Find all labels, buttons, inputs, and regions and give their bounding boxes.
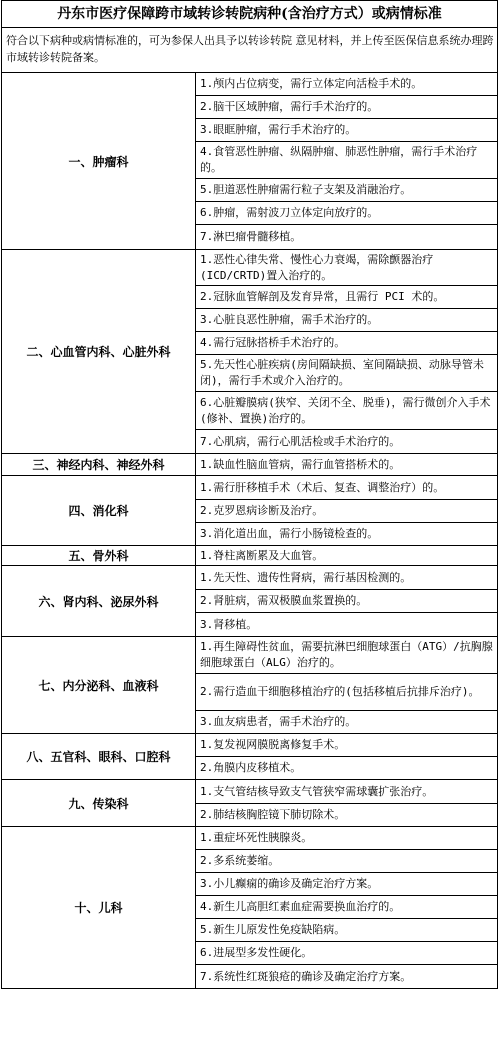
criteria-item: 2.角膜内皮移植术。 (196, 757, 498, 780)
criteria-item: 7.心肌病，需行心肌活检或手术治疗的。 (196, 430, 498, 454)
criteria-item: 1.需行肝移植手术（术后、复查、调整治疗）的。 (196, 476, 498, 500)
table-row (2, 250, 498, 286)
document-sheet (1, 0, 498, 989)
criteria-item: 4.新生儿高胆红素血症需要换血治疗的。 (196, 896, 498, 919)
criteria-item: 4.需行冠脉搭桥手术治疗的。 (196, 332, 498, 355)
criteria-item: 4.食管恶性肿瘤、纵隔肿瘤、肺恶性肿瘤，需行手术治疗的。 (196, 142, 498, 179)
criteria-item: 2.肾脏病，需双极膜血浆置换的。 (196, 590, 498, 613)
category-cell: 三、神经内科、神经外科 (2, 454, 196, 476)
category-cell: 一、肿瘤科 (2, 73, 196, 250)
criteria-item: 6.肿瘤，需射波刀立体定向放疗的。 (196, 202, 498, 225)
criteria-item: 1.颅内占位病变，需行立体定向活检手术的。 (196, 73, 498, 96)
category-cell: 十、儿科 (2, 827, 196, 989)
table-row (2, 780, 498, 804)
table-row (2, 734, 498, 757)
criteria-item: 2.肺结核胸腔镜下肺切除术。 (196, 804, 498, 827)
table-row (2, 73, 498, 96)
criteria-item: 2.克罗恩病诊断及治疗。 (196, 500, 498, 523)
criteria-item: 3.眼眶肿瘤，需行手术治疗的。 (196, 119, 498, 142)
criteria-item: 2.冠脉血管解剖及发育异常，且需行 PCI 术的。 (196, 286, 498, 309)
disease-table (1, 72, 498, 989)
criteria-item: 6.进展型多发性硬化。 (196, 942, 498, 965)
category-cell: 二、心血管内科、心脏外科 (2, 250, 196, 454)
criteria-item: 6.心脏瓣膜病(狭窄、关闭不全、脱垂)，需行微创介入手术 (修补、置换)治疗的。 (196, 392, 498, 430)
criteria-item: 1.复发视网膜脱离修复手术。 (196, 734, 498, 757)
criteria-item: 3.消化道出血，需行小肠镜检查的。 (196, 523, 498, 546)
criteria-item: 1.重症坏死性胰腺炎。 (196, 827, 498, 850)
table-row (2, 566, 498, 590)
criteria-item: 3.小儿癫痫的确诊及确定治疗方案。 (196, 873, 498, 896)
category-cell: 六、肾内科、泌尿外科 (2, 566, 196, 637)
criteria-item: 7.系统性红斑狼疮的确诊及确定治疗方案。 (196, 965, 498, 989)
intro-text: 符合以下病种或病情标准的，可为参保人出具予以转诊转院 意见材料，并上传至医保信息系统办理跨市域转诊转院备案。 (1, 27, 498, 72)
criteria-item: 3.血友病患者，需手术治疗的。 (196, 711, 498, 734)
table-row (2, 454, 498, 476)
criteria-item: 1.脊柱离断累及大血管。 (196, 546, 498, 566)
criteria-item: 2.需行造血干细胞移植治疗的(包括移植后抗排斥治疗)。 (196, 674, 498, 711)
criteria-item: 1.先天性、遗传性肾病，需行基因检测的。 (196, 566, 498, 590)
criteria-item: 7.淋巴瘤骨髓移植。 (196, 225, 498, 250)
criteria-item: 5.先天性心脏疾病(房间隔缺损、室间隔缺损、动脉导管未闭)，需行手术或介入治疗的。 (196, 355, 498, 392)
table-row (2, 827, 498, 850)
category-cell: 四、消化科 (2, 476, 196, 546)
category-cell: 五、骨外科 (2, 546, 196, 566)
criteria-item: 2.多系统萎缩。 (196, 850, 498, 873)
criteria-item: 1.恶性心律失常、慢性心力衰竭，需除颤器治疗(ICD/CRTD)置入治疗的。 (196, 250, 498, 286)
criteria-item: 3.肾移植。 (196, 613, 498, 637)
category-cell: 九、传染科 (2, 780, 196, 827)
criteria-item: 1.再生障碍性贫血，需要抗淋巴细胞球蛋白（ATG）/抗胸腺 细胞球蛋白（ALG）治疗的。 (196, 637, 498, 674)
criteria-item: 3.心脏良恶性肿瘤，需手术治疗的。 (196, 309, 498, 332)
criteria-item: 1.支气管结核导致支气管狭窄需球囊扩张治疗。 (196, 780, 498, 804)
criteria-item: 2.脑干区域肿瘤，需行手术治疗的。 (196, 96, 498, 119)
criteria-item: 5.胆道恶性肿瘤需行粒子支架及消融治疗。 (196, 179, 498, 202)
disease-table-body (2, 73, 498, 989)
category-cell: 七、内分泌科、血液科 (2, 637, 196, 734)
category-cell: 八、五官科、眼科、口腔科 (2, 734, 196, 780)
table-row (2, 546, 498, 566)
table-row (2, 637, 498, 674)
table-row (2, 476, 498, 500)
criteria-item: 5.新生儿原发性免疫缺陷病。 (196, 919, 498, 942)
page-title: 丹东市医疗保障跨市域转诊转院病种(含治疗方式）或病情标准 (1, 0, 498, 27)
criteria-item: 1.缺血性脑血管病，需行血管搭桥术的。 (196, 454, 498, 476)
